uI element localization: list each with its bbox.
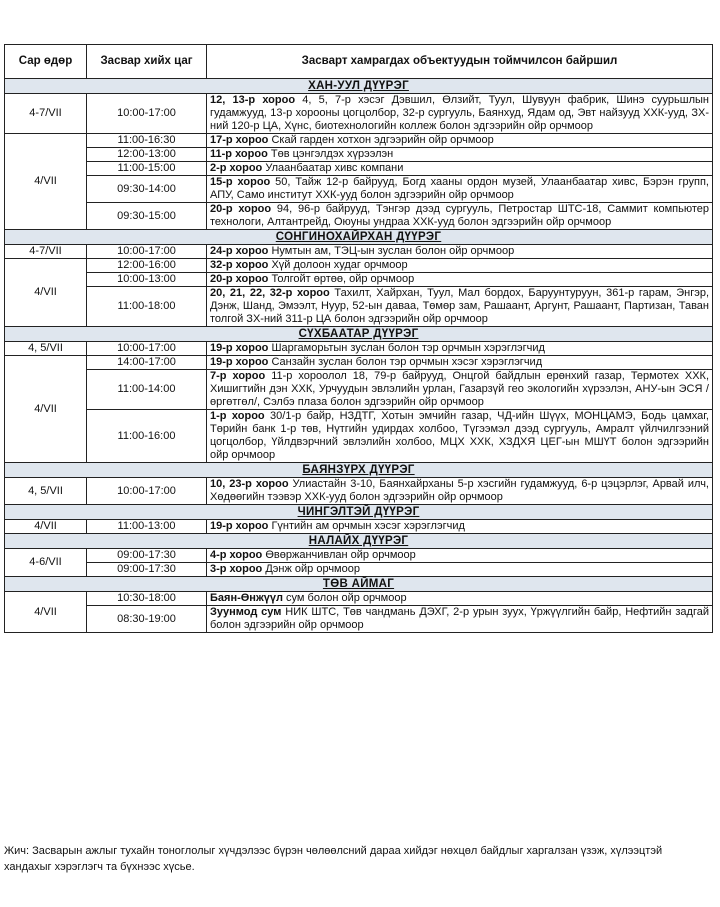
table-row (5, 520, 713, 534)
khoroo-label: 17-р хороо (210, 134, 269, 146)
time-cell: 11:00-14:00 (87, 370, 207, 410)
khoroo-label: 32-р хороо (210, 259, 269, 271)
khoroo-label: 1-р хороо (210, 410, 265, 422)
time-cell: 09:30-15:00 (87, 203, 207, 230)
table-row (5, 410, 713, 463)
khoroo-label: 24-р хороо (210, 245, 269, 257)
time-cell: 09:30-14:00 (87, 176, 207, 203)
khoroo-label: 7-р хороо (210, 370, 266, 382)
location-cell (207, 273, 713, 287)
time-cell: 09:00-17:30 (87, 563, 207, 577)
district-name: БАЯНЗҮРХ ДҮҮРЭГ (5, 463, 713, 478)
time-cell: 08:30-19:00 (87, 606, 207, 633)
date-cell: 4/VII (5, 356, 87, 463)
footnote: Жич: Засварын ажлыг тухайн тоноглолыг хүчдэлээс бүрэн чөлөөлсний дараа хийдэг нөхцөл байдлыг харгалзан үзэж, хүлээцтэй хандахыг хэрэглэгч та бүхнээс хүсье. (4, 845, 663, 873)
location-text: Скай гарден хотхон эдгээрийн ойр орчмоор (268, 134, 494, 146)
location-cell (207, 176, 713, 203)
location-cell (207, 520, 713, 534)
time-cell: 10:00-13:00 (87, 273, 207, 287)
location-text: Хүй долоон худаг орчмоор (268, 259, 408, 271)
time-cell: 10:00-17:00 (87, 245, 207, 259)
location-cell (207, 549, 713, 563)
khoroo-label: 20-р хороо (210, 273, 269, 285)
location-text: Тахилт, Хайрхан, Туул, Мал бордох, Баруунтуруун, 361-р гарам, Энгэр, Дэнж, Шанд, Эмээлт, Нуур, 52-ын даваа, Төмөр зам, Рашаант, Аргунт, Рашаант, Партизан, Таван толгой ЗХ-ний 311-р ЦА болон эдгээрийн ойр орчмоор (210, 287, 710, 325)
location-text: сум болон ойр орчмоор (282, 592, 407, 604)
district-name: НАЛАЙХ ДҮҮРЭГ (5, 534, 713, 549)
date-cell: 4-7/VII (5, 94, 87, 134)
table-row (5, 549, 713, 563)
district-header-row (5, 577, 713, 592)
location-cell (207, 148, 713, 162)
khoroo-label: 19-р хороо (210, 356, 269, 368)
location-cell (207, 563, 713, 577)
time-cell: 10:00-17:00 (87, 342, 207, 356)
table-row (5, 478, 713, 505)
location-text: Улаанбаатар хивс компани (262, 162, 404, 174)
date-cell: 4, 5/VII (5, 478, 87, 505)
location-cell (207, 203, 713, 230)
table-row (5, 176, 713, 203)
date-cell: 4-7/VII (5, 245, 87, 259)
location-cell (207, 478, 713, 505)
table-row (5, 203, 713, 230)
location-text: 11-р хороолол 18, 79-р байрууд, Онцгой байдлын ерөнхий газар, Термотех ХХК, Хишигтийн дэн ХХК, Урчуудын эвлэлийн урлан, Газарзүй гео экологийн хүрээлэн, АНУ-ын ЭСЯ /өргөтгөл/, Сэлбэ плаза болон эдгээрийн ойр орчмоор (210, 370, 710, 408)
time-cell: 12:00-16:00 (87, 259, 207, 273)
location-text: 50, Тайж 12-р байрууд, Богд хааны ордон музей, Улаанбаатар хивс, Бэрэн групп, АПУ, Само институт ХХК-ууд болон эдгээрийн ойр орчмоор (210, 176, 709, 201)
header-location: Засварт хамрагдах объектуудын тоймчилсон байршил (207, 45, 713, 79)
district-header-row (5, 534, 713, 549)
date-cell: 4, 5/VII (5, 342, 87, 356)
district-name: ХАН-УУЛ ДҮҮРЭГ (5, 79, 713, 94)
location-cell (207, 606, 713, 633)
time-cell: 11:00-16:30 (87, 134, 207, 148)
khoroo-label: Зуунмод сум (210, 606, 282, 618)
khoroo-label: 11-р хороо (210, 148, 268, 160)
location-cell (207, 134, 713, 148)
location-text: Толгойт өртөө, ойр орчмоор (268, 273, 415, 285)
district-header-row (5, 505, 713, 520)
schedule-table (4, 44, 713, 633)
location-text: 4, 5, 7-р хэсэг Дэвшил, Өлзийт, Туул, Шувуун фабрик, Шинэ суурьшлын гудамжууд, 13-р хорооны цогцолбор, 32-р сургууль, Баянхуд, Ядам од, Эвт найзууд ХХК-ууд, ЗХ-ний 120-р ЦА, Хүнс, биотехнологийн коллеж болон эдгээрийн ойр орчмоор (210, 94, 709, 132)
district-name: СОНГИНОХАЙРХАН ДҮҮРЭГ (5, 230, 713, 245)
location-cell (207, 410, 713, 463)
location-text: Нумтын ам, ТЭЦ-ын зуслан болон ойр орчмоор (268, 245, 515, 257)
table-row (5, 342, 713, 356)
location-text: Улиастайн 3-10, Баянхайрханы 5-р хэсгийн гудамжууд, 6-р цэцэрлэг, Арвай илч, Хөдөөгийн тээвэр ХХК-ууд болон эдгээрийн ойр орчмоор (210, 478, 709, 503)
time-cell: 10:00-17:00 (87, 94, 207, 134)
time-cell: 11:00-18:00 (87, 287, 207, 327)
location-cell (207, 287, 713, 327)
location-text: Төв цэнгэлдэх хүрээлэн (267, 148, 394, 160)
khoroo-label: 10, 23-р хороо (210, 478, 289, 490)
location-cell (207, 259, 713, 273)
table-row (5, 370, 713, 410)
time-cell: 10:30-18:00 (87, 592, 207, 606)
location-text: Санзайн зуслан болон тэр орчмын хэсэг хэрэглэгчид (268, 356, 543, 368)
table-row (5, 592, 713, 606)
location-text: Шаргаморьтын зуслан болон тэр орчмын хэрэглэгчид (268, 342, 545, 354)
table-row (5, 563, 713, 577)
table-row (5, 245, 713, 259)
table-row (5, 273, 713, 287)
location-cell (207, 592, 713, 606)
khoroo-label: 4-р хороо (210, 549, 263, 561)
schedule-body (5, 79, 713, 633)
table-row (5, 134, 713, 148)
khoroo-label: 20, 21, 22, 32-р хороо (210, 287, 330, 299)
table-row (5, 606, 713, 633)
khoroo-label: 3-р хороо (210, 563, 263, 575)
time-cell: 12:00-13:00 (87, 148, 207, 162)
khoroo-label: 19-р хороо (210, 520, 269, 532)
time-cell: 11:00-13:00 (87, 520, 207, 534)
location-cell (207, 342, 713, 356)
district-header-row (5, 327, 713, 342)
location-text: Өвөржанчивлан ойр орчмоор (262, 549, 416, 561)
location-cell (207, 162, 713, 176)
location-text: НИК ШТС, Төв чандмань ДЭХГ, 2-р урын зуух, Үржүүлгийн байр, Нефтийн задгай болон эдгээрийн ойр орчмоор (210, 606, 709, 631)
district-header-row (5, 79, 713, 94)
khoroo-label: 12, 13-р хороо (210, 94, 296, 106)
location-text: 30/1-р байр, НЗДТГ, Хотын эмчийн газар, ЧД-ийн Шүүх, МОНЦАМЭ, Бодь цамхаг, Төрийн банк 1-р төв, Нүтгийн удирдах холбоо, Түгээмэл дээд сургууль, Амралт үйлчилгээний цогцолбор, Үйлдвэрчний эвлэлийн холбоо, МЦХ ХХК, ХЗДХЯ ЦЕГ-ын МШҮТ болон эдгээрийн ойр орчмоор (210, 410, 709, 461)
location-cell (207, 356, 713, 370)
time-cell: 11:00-16:00 (87, 410, 207, 463)
date-cell: 4/VII (5, 592, 87, 633)
header-date: Сар өдөр (5, 45, 87, 79)
header-row (5, 45, 713, 79)
district-name: СҮХБААТАР ДҮҮРЭГ (5, 327, 713, 342)
header-time: Засвар хийх цаг (87, 45, 207, 79)
date-cell: 4/VII (5, 259, 87, 327)
location-text: Дэнж ойр орчмоор (262, 563, 360, 575)
table-row (5, 287, 713, 327)
district-header-row (5, 463, 713, 478)
table-row (5, 356, 713, 370)
table-row (5, 259, 713, 273)
time-cell: 11:00-15:00 (87, 162, 207, 176)
khoroo-label: 15-р хороо (210, 176, 271, 188)
location-cell (207, 245, 713, 259)
date-cell: 4/VII (5, 134, 87, 230)
date-cell: 4-6/VII (5, 549, 87, 577)
location-cell (207, 370, 713, 410)
table-row (5, 162, 713, 176)
district-name: ТӨВ АЙМАГ (5, 577, 713, 592)
location-text: 94, 96-р байрууд, Тэнгэр дээд сургууль, Петростар ШТС-18, Саммит компьютер технологи, Алтантрейд, Оюуны ундраа ХХК-ууд болон эдгээрийн ойр орчмоор (210, 203, 709, 228)
district-header-row (5, 230, 713, 245)
district-name: ЧИНГЭЛТЭЙ ДҮҮРЭГ (5, 505, 713, 520)
table-row (5, 148, 713, 162)
time-cell: 09:00-17:30 (87, 549, 207, 563)
time-cell: 10:00-17:00 (87, 478, 207, 505)
location-cell (207, 94, 713, 134)
khoroo-label: Баян-Өнжүүл (210, 592, 283, 604)
table-row (5, 94, 713, 134)
time-cell: 14:00-17:00 (87, 356, 207, 370)
khoroo-label: 2-р хороо (210, 162, 263, 174)
location-text: Гүнтийн ам орчмын хэсэг хэрэглэгчид (268, 520, 465, 532)
khoroo-label: 20-р хороо (210, 203, 272, 215)
date-cell: 4/VII (5, 520, 87, 534)
khoroo-label: 19-р хороо (210, 342, 269, 354)
